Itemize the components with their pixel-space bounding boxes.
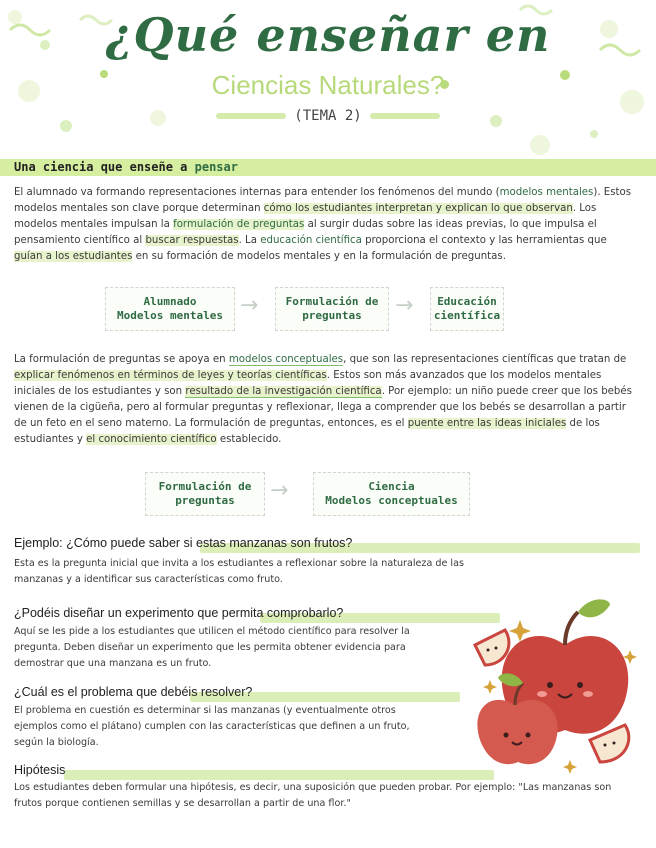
flow-box-alumnado: Alumnado Modelos mentales	[105, 287, 235, 331]
tema-left-bar	[216, 113, 286, 119]
hipotesis-title: Hipótesis	[14, 763, 66, 777]
second-paragraph: La formulación de preguntas se apoya en modelos conceptuales, que son las representaciones científicas que tratan de explicar fenómenos en términos de leyes y teorías científicas. Estos son más avanzados que los modelos mentales iniciales de los estudiantes y son resultado de la investigación científica. Por ejemplo: un niño puede creer que los bebés vienen de la cigüeña, pero al formular preguntas y reflexionar, llega a comprender que los bebés se desarrollan a partir de un feto en el seno materno. La formulación de preguntas, entonces, es el puente entre las ideas iniciales de los estudiantes y el conocimiento científico establecido.	[14, 354, 632, 445]
ejemplo-title: Ejemplo: ¿Cómo puede saber si estas manzanas son frutos?	[14, 536, 353, 550]
section-heading: Una ciencia que enseñe a pensar	[14, 160, 238, 174]
hipotesis-title-bar	[64, 770, 494, 780]
flow-box-formulacion: Formulación de preguntas	[275, 287, 389, 331]
tema-label: (TEMA 2)	[294, 108, 362, 124]
flow-box-formulacion-2: Formulación de preguntas	[145, 472, 265, 516]
problema-title: ¿Cuál es el problema que debéis resolver?	[14, 685, 253, 699]
tema-label-row	[0, 108, 656, 124]
section-heading-band	[0, 159, 656, 176]
apple-slice-icon	[475, 630, 509, 665]
arrow-icon: →	[270, 478, 289, 503]
experimento-body: Aquí se les pide a los estudiantes que utilicen el método científico para resolver la pregunta. Deben diseñar un experimento que les permita obtener evidencia para demostrar que una manzana es un fruto.	[14, 626, 410, 669]
flow-box-educacion: Educación científica	[430, 287, 504, 331]
experimento-title: ¿Podéis diseñar un experimento que permita comprobarlo?	[14, 606, 344, 620]
arrow-icon: →	[395, 293, 414, 318]
problema-body: El problema en cuestión es determinar si las manzanas (y eventualmente otros ejemplos como el plátano) cumplen con las características que definen a un fruto, según la biología.	[14, 705, 410, 748]
tema-right-bar	[370, 113, 440, 119]
arrow-icon: →	[240, 293, 259, 318]
hipotesis-body: Los estudiantes deben formular una hipótesis, es decir, una suposición que pueden probar. Por ejemplo: "Las manzanas son frutos porque contienen semillas y se desarrollan a partir de una flor."	[14, 782, 612, 809]
intro-paragraph: El alumnado va formando representaciones internas para entender los fenómenos del mundo (modelos mentales). Estos modelos mentales son clave porque determinan cómo los estudiantes interpretan y explican lo que observan. Los modelos mentales impulsan la formulación de preguntas al surgir dudas sobre las ideas previas, lo que impulsa el pensamiento científico al buscar respuestas. La educación científica proporciona el contexto y las herramientas que guían a los estudiantes en su formación de modelos mentales y en la formulación de preguntas.	[14, 187, 632, 262]
flow-box-ciencia: Ciencia Modelos conceptuales	[313, 472, 470, 516]
page-title: ¿Qué enseñar en	[105, 8, 551, 62]
page-subtitle: Ciencias Naturales?	[211, 70, 445, 100]
ejemplo-body: Esta es la pregunta inicial que invita a los estudiantes a reflexionar sobre la naturaleza de las manzanas y a identificar sus características como fruto.	[14, 558, 464, 585]
